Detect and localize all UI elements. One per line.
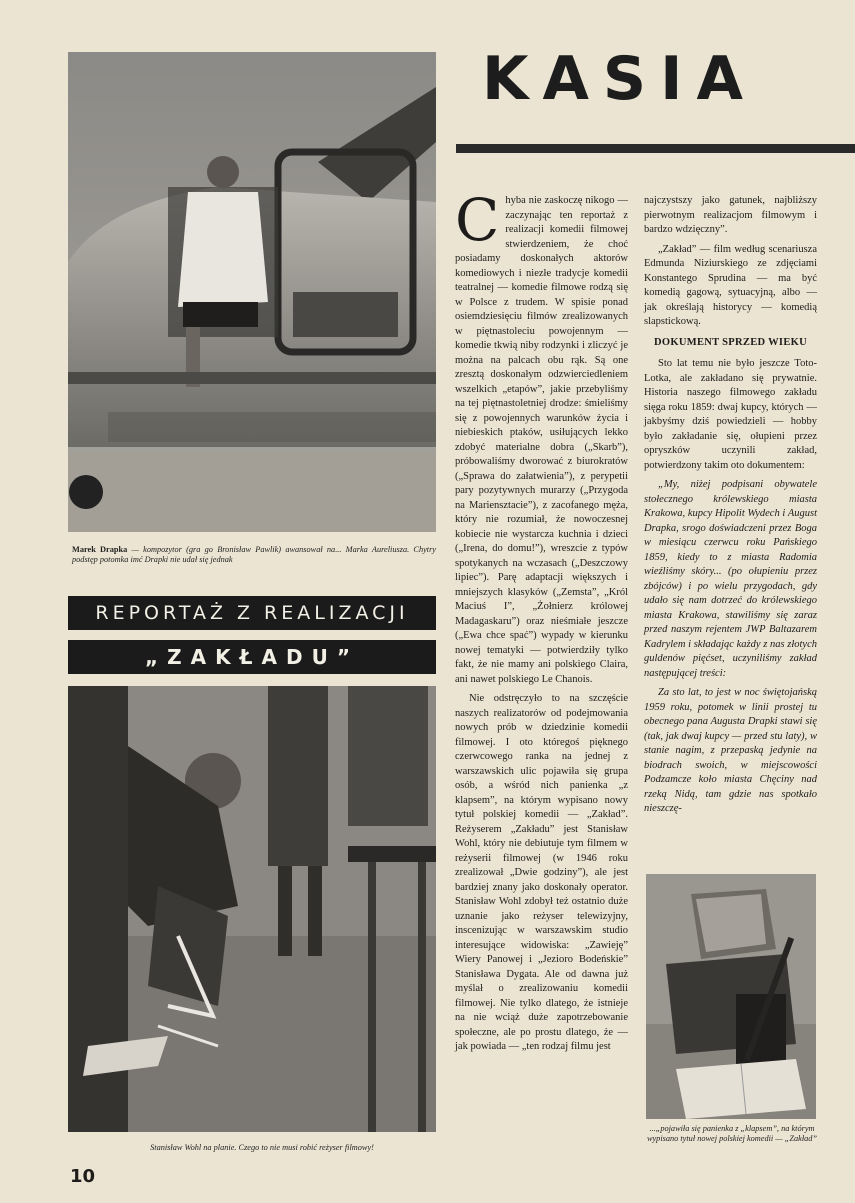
article-paragraph-1-text: hyba nie zaskoczę nikogo — zaczynając ten reportaż z realizacji komedii filmowej stwierdzeniem, że choć posiadamy doskonałych aktorów komediowych i niezłe tradycje komedii teatralnej — komedie filmowe rodzą się w Polsce z trudem. W spisie ponad osiemdziesięciu filmów zrealizowanych w piętnastoleciu powojennym — komedie tkwią niby rodzynki i zliczyć je można na palcach obu rąk. Są one zresztą doskonałym odzwierciedleniem wszelkich „etapów”, jakie przebyliśmy na tej piętnastoletniej drodze: śmieliśmy się z powojennych warunków życia i niebieskich ptaków, usiłujących lekko zdobyć materialne dobra („Skarb”), próbowaliśmy dworować z biurokratów („Sprawa do załatwienia”), z perypetii pary pozytywnych murarzy („Przygoda na Mariensztacie”), z zacofanego męża, który nie rozumiał, że nowoczesnej kobiecie nie wystarcza kuchnia i dzieci („Irena, do domu!”), wreszcie z typów spotykanych na wczasach („Deszczowy lipiec”). Parę adaptacji większych i mniejszych klasyków („Zemsta”, „Król Maciuś I”, „Żołnierz królowej Madagaskaru”) oraz nieśmiałe jeszcze („Ewa chce spać”) wypady w kierunku nowej tematyki — potwierdziły tylko fakt, że nie mamy ani polskiego Claira, ani nawet polskiego Le Chanois. [455,195,628,685]
photo-clapper-image [646,874,816,1119]
article-title: KASIA [482,44,757,114]
photo-airplane [68,52,436,532]
caption-airplane-name: Marek Drapka [72,545,128,554]
article-quote-2: Za sto lat, to jest w noc świętojańską 1959 roku, potomek w linii prostej tu obecnego pana Augusta Drapki stawi się (tak, jak dwaj kupcy — przed stu laty), w stanie nagim, z przepaską jedynie na biodrach swoich, w miejscowości Podzamcze koło miasta Chęciny nad rzeką Nidą, tam gdzie nas spotkało nieszczę- [644,687,817,814]
article-paragraph-5: Sto lat temu nie było jeszcze Toto-Lotka, ale zakładano się prywatnie. Historia naszego filmowego zakładu sięga roku 1859: dwaj kupcy, których — jakbyśmy dziś powiedzieli — hobby było zakładanie się, ołupieni przez opryszków uczynili zakład, potwierdzony takim oto dokumentem: [644,358,817,471]
article-paragraph-3: najczystszy jako gatunek, najbliższy pierwotnym realizacjom filmowym i bardzo wdzięczny”. [644,195,817,235]
title-rule [456,144,855,153]
article-column-1 [455,186,628,1060]
caption-airplane [72,545,436,565]
page-number: 10 [70,1166,96,1187]
caption-airplane-text: — kompozytor (gra go Bronisław Pawlik) awansował na... Marka Aureliusza. Chytry podstęp potomka imć Drapki nie udał się jednak [72,545,436,564]
caption-clapper: ...„pojawiła się panienka z „klapsem”, na którym wypisano tytuł nowej polskiej komedii — „Zakład” [646,1124,818,1143]
article-paragraph-2: Nie odstręczyło to na szczęście naszych realizatorów od podejmowania nowych prób w dziedzinie komedii filmowej. I oto któregoś pięknego czerwcowego ranka na jednej z warszawskich ulic pojawiła się grupa osób, a wśród nich panienka „z klapsem”, na którym wypisano nowy tytuł polskiej komedii — „Zakład”. Reżyserem „Zakładu” jest Stanisław Wohl, który nie debiutuje tym filmem w reżyserii filmowej (w 1946 roku zrealizował „Dwie godziny”), ale jest bardziej znany jako doskonały operator. Stanisław Wohl zdobył też ostatnio duże uznanie jako reżyser telewizyjny, inscenizując w warszawskim studio interesujące widowiska: „Zawieję” Wiery Panowej i „Jezioro Bodeńskie” Stanisława Dygata. Ale od dawna już myślał o zrealizowaniu komedii filmowej. Nie tylko dlatego, że istnieje na nie wciąż duże zapotrzebowanie społeczne, ale po prostu dlatego, że — jak powiada — „ten rodzaj filmu jest [455,693,628,1052]
article-paragraph-4: „Zakład” — film według scenariusza Edmunda Niziurskiego ze zdjęciami Konstantego Sprudina — ma być komedią gagową, sytuacyjną, albo — jak określają historycy — komedią slapstickową. [644,243,817,327]
caption-director: Stanisław Wohl na planie. Czego to nie musi robić reżyser filmowy! [150,1143,374,1152]
article-quote-1: „My, niżej podpisani obywatele stołecznego królewskiego miasta Krakowa, kupcy Hipolit Wydech i August Drapka, srogo doświadczeni przez Boga w miesiącu czerwcu roku Pańskiego 1859, kiedy to z miasta Radomia wieźliśmy skóry... (po ołupieniu przez zbójców) i po wielu przygodach, gdy udało się nam dotrzeć do królewskiego miasta Krakowa, stawiliśmy się zaraz przed naszym rejentem JWP Baltazarem Kadrylem i składając każdy z nas złotych guldenów pięćset, uczyniliśmy zakład następującej treści: [644,479,817,679]
section-heading: DOKUMENT SPRZED WIEKU [654,336,807,348]
article-column-2 [644,194,817,822]
photo-director [68,686,436,1132]
dropcap: C [455,186,500,254]
photo-airplane-image [68,52,436,532]
photo-director-image [68,686,436,1132]
article-paragraph-1 [455,186,628,687]
banner-report: REPORTAŻ Z REALIZACJI [68,596,436,630]
banner-zakladu: „ZAKŁADU” [68,640,436,674]
photo-clapper [646,874,816,1119]
